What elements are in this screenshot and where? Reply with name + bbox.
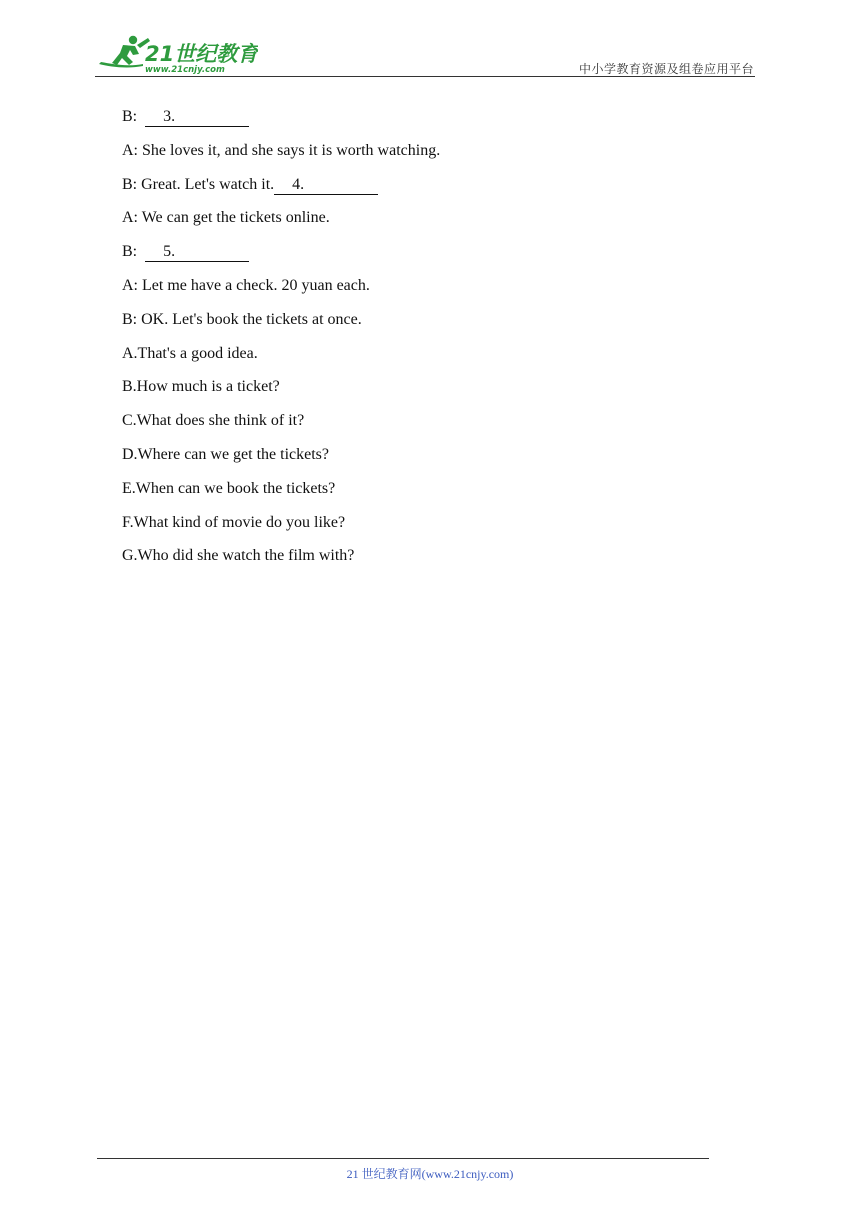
dialogue-line bbox=[122, 235, 742, 269]
page-header bbox=[0, 0, 860, 80]
option-item: E.When can we book the tickets? bbox=[122, 479, 336, 497]
option-item: F.What kind of movie do you like? bbox=[122, 513, 346, 531]
dialogue-line: A: We can get the tickets online. bbox=[122, 209, 330, 227]
dialogue-line: A: Let me have a check. 20 yuan each. bbox=[122, 276, 370, 294]
option-item: D.Where can we get the tickets? bbox=[122, 445, 330, 463]
answer-blank-4[interactable]: 4. bbox=[274, 176, 378, 195]
option-item: G.Who did she watch the film with? bbox=[122, 547, 355, 565]
dialogue-line: B: OK. Let's book the tickets at once. bbox=[122, 310, 362, 328]
answer-blank-5[interactable]: 5. bbox=[145, 243, 249, 262]
dialogue-line bbox=[122, 168, 742, 202]
speaker-label: B: bbox=[122, 108, 138, 125]
dialogue-line bbox=[122, 100, 742, 134]
footer-link[interactable]: 21 世纪教育网(www.21cnjy.com) bbox=[346, 1167, 514, 1181]
option-item: A.That's a good idea. bbox=[122, 344, 258, 362]
footer-divider bbox=[97, 1158, 709, 1159]
logo-url: www.21cnjy.com bbox=[145, 65, 225, 75]
speaker-label: B: bbox=[122, 243, 138, 261]
header-divider bbox=[95, 76, 755, 77]
option-item: C.What does she think of it? bbox=[122, 412, 305, 430]
header-tagline: 中小学教育资源及组卷应用平台 bbox=[578, 62, 754, 76]
21cnjy-logo bbox=[93, 34, 258, 76]
logo-text: 21世纪教育 bbox=[145, 42, 258, 66]
dialogue-text: B: Great. Let's watch it. bbox=[122, 175, 275, 193]
exercise-content bbox=[122, 100, 742, 573]
answer-blank-3[interactable]: 3. bbox=[145, 108, 249, 127]
option-item: B.How much is a ticket? bbox=[122, 378, 280, 396]
dialogue-line: A: She loves it, and she says it is worth watching. bbox=[122, 141, 441, 159]
